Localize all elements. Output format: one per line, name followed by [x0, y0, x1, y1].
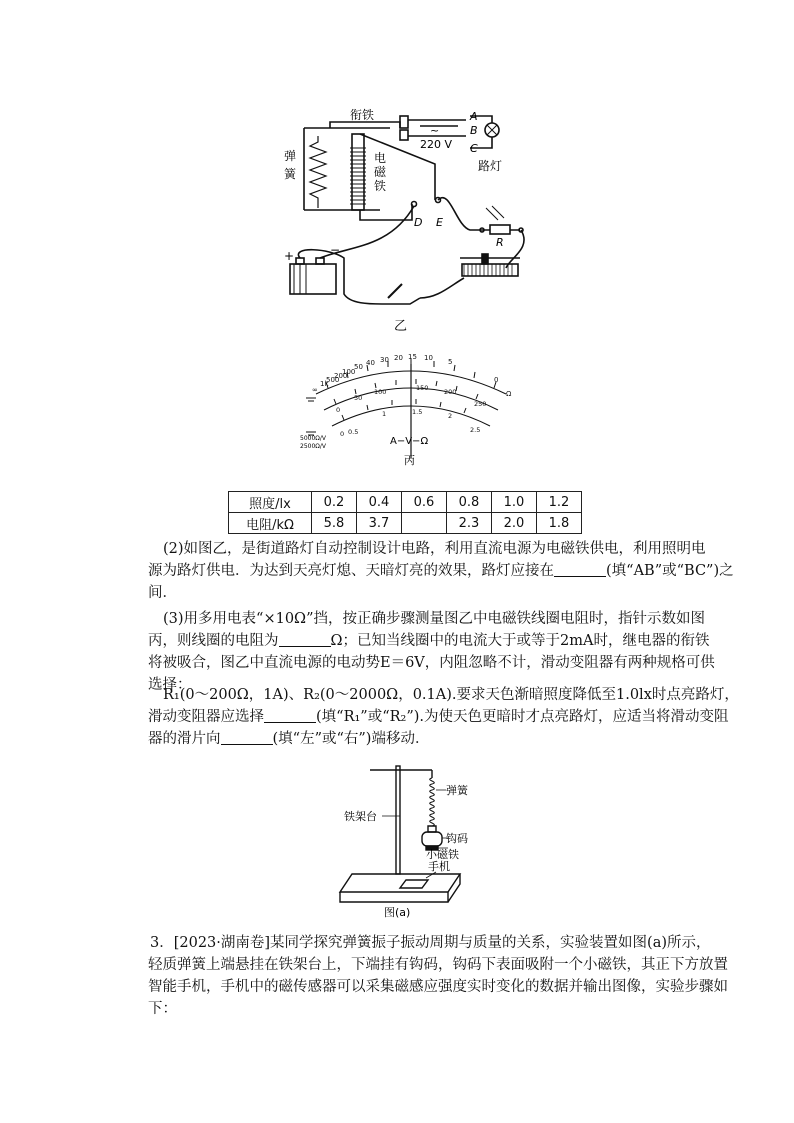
q2-line-3 [148, 582, 658, 604]
answer-blank-direction[interactable] [221, 730, 273, 745]
q3-text-6b: (填“R₁”或“R₂”).为使天色更暗时才点亮路灯，应适当将滑动变阻 [316, 709, 729, 725]
q3-text-6a: 滑动变阻器应选择 [148, 709, 264, 725]
q2-text-2b: (填“AB”或“BC”)之 [606, 563, 734, 579]
table-cell: 0.6 [402, 492, 447, 513]
q3-text-3: 将被吸合，图乙中直流电源的电动势E＝6V，内阻忽略不计，滑动变阻器有两种规格可供 [148, 655, 715, 671]
figure-yi-circuit [270, 108, 530, 338]
q2-text-2a: 源为路灯供电．为达到天亮灯熄、天暗灯亮的效果，路灯应接在 [148, 563, 554, 579]
q2-line-1 [163, 538, 706, 560]
q2-text-1: (2)如图乙，是街道路灯自动控制设计电路，利用直流电源为电磁铁供电，利用照明电 [163, 541, 706, 557]
q-next-line-3 [148, 976, 728, 998]
q3-line-2 [148, 630, 710, 652]
ohm-tick: 20 [394, 354, 403, 362]
plus-label: + [284, 249, 295, 263]
dc-tick: 150 [416, 384, 429, 392]
minus-label: − [330, 243, 341, 257]
tilde-label: ~ [430, 124, 440, 137]
terminal-e-label: E [436, 216, 443, 229]
table-cell: 0.2 [312, 492, 357, 513]
table-cell: 1.0 [492, 492, 537, 513]
answer-blank-rheostat[interactable] [264, 708, 316, 723]
spec-1: 5000Ω/V [300, 435, 326, 442]
q3-text-4: 选择： [148, 677, 192, 693]
table-header-resistance: 电阻/kΩ [229, 513, 312, 534]
answer-blank-resistance[interactable] [279, 632, 331, 647]
ohm-tick: 50 [354, 363, 363, 371]
q3-line-6 [148, 706, 729, 728]
armature-label: 衔铁 [350, 108, 375, 122]
table-cell: 2.3 [447, 513, 492, 534]
ac-tick: 0.5 [348, 428, 359, 436]
table-cell: 0.8 [447, 492, 492, 513]
table-cell: 2.0 [492, 513, 537, 534]
lamp-label: 路灯 [478, 159, 503, 173]
ac-tick: 1.5 [412, 408, 423, 416]
table-cell-empty [402, 513, 447, 534]
table-cell: 3.7 [357, 513, 402, 534]
ohm-tick: 40 [366, 359, 375, 367]
terminal-b-label: B [470, 124, 478, 137]
ohm-tick: 200 [334, 372, 348, 380]
figure-a-apparatus [330, 760, 470, 920]
dc-tick: 100 [374, 388, 387, 396]
terminal-a-label: A [470, 110, 478, 123]
stand-label: 铁架台 [344, 810, 377, 823]
magnet-label: 小磁铁 [426, 848, 459, 861]
ohm-tick: 500 [326, 376, 340, 384]
ohm-tick: 15 [408, 353, 417, 361]
q3-text-2a: 丙，则线圈的电阻为 [148, 633, 279, 649]
electromagnet-label-2: 磁 [374, 165, 387, 179]
ac-tick: 2.5 [470, 426, 481, 434]
ohm-tick: 30 [380, 356, 389, 364]
figure-a-caption: 图(a) [384, 906, 411, 919]
electromagnet-label-3: 铁 [374, 179, 387, 193]
ac-tick: 2 [448, 412, 453, 420]
q-next-text-3: 智能手机，手机中的磁传感器可以采集磁感应强度实时变化的数据并输出图像，实验步骤如 [148, 979, 728, 995]
dc-tick: 250 [474, 400, 487, 408]
resistor-label: R [496, 236, 504, 249]
illuminance-resistance-table [228, 491, 582, 534]
electromagnet-label-1: 电 [374, 151, 387, 165]
table-cell: 5.8 [312, 513, 357, 534]
omega-symbol: Ω [506, 390, 512, 398]
terminal-c-label: C [470, 142, 478, 155]
q2-line-2 [148, 560, 734, 582]
q-next-text-2: 轻质弹簧上端悬挂在铁架台上，下端挂有钩码，钩码下表面吸附一个小磁铁，其正下方放置 [148, 957, 728, 973]
ohm-scale [312, 353, 512, 398]
q-next-line-1 [150, 932, 711, 954]
q3-line-5b [163, 684, 739, 706]
dc-tick: 0 [336, 406, 341, 414]
q-next-line-2 [148, 954, 728, 976]
table-row [229, 513, 582, 534]
q3-text-7a: 器的滑片向 [148, 731, 221, 747]
table-row [229, 492, 582, 513]
spring-label-1: 弹 [284, 149, 297, 163]
q2-text-3: 间． [148, 585, 177, 601]
q3-text-5: R₁(0～200Ω，1A)、R₂(0～2000Ω，0.1A).要求天色渐暗照度降低至1.0lx时点亮路灯， [163, 687, 739, 703]
ohm-tick: ∞ [312, 386, 318, 394]
answer-blank-q2[interactable] [554, 562, 606, 577]
q3-line-1 [163, 608, 705, 630]
ohm-tick: 1k [320, 380, 329, 388]
q-next-text-1: 3．[2023·湖南卷]某同学探究弹簧振子振动周期与质量的关系，实验装置如图(a)所示， [150, 935, 711, 951]
dc-tick: 50 [354, 394, 363, 402]
table-cell: 1.2 [537, 492, 582, 513]
table-cell: 0.4 [357, 492, 402, 513]
q-next-text-4: 下： [148, 1001, 177, 1017]
dc-tick: 200 [444, 388, 457, 396]
ohm-tick: 10 [424, 354, 433, 362]
figure-bing-dial [298, 352, 524, 468]
figure-bing-caption: 丙 [404, 454, 415, 467]
ohm-tick: 5 [448, 358, 453, 366]
ac-tick: 1 [382, 410, 387, 418]
terminal-d-label: D [414, 216, 423, 229]
q-next-line-4 [148, 998, 658, 1020]
ohm-tick: 0 [494, 376, 499, 384]
ac-scale [340, 408, 480, 438]
q3-text-2b: Ω；已知当线圈中的电流大于或等于2mA时，继电器的衔铁 [330, 633, 710, 649]
ohm-tick: 100 [342, 368, 356, 376]
q3-text-7b: (填“左”或“右”)端移动． [272, 731, 430, 747]
table-cell: 1.8 [537, 513, 582, 534]
q3-text-1: (3)用多用电表“×10Ω”挡，按正确步骤测量图乙中电磁铁线圈电阻时，指针示数如图 [163, 611, 705, 627]
ac-tick: 0 [340, 430, 345, 438]
voltage-label: 220 V [420, 138, 453, 151]
spring-label: 弹簧 [446, 784, 468, 797]
q3-line-7 [148, 728, 658, 750]
figure-yi-caption: 乙 [394, 319, 408, 334]
spring-label-2: 簧 [284, 167, 297, 181]
spec-2: 2500Ω/V [300, 443, 326, 450]
table-header-illuminance: 照度/lx [229, 492, 312, 513]
dial-label: A−V−Ω [390, 436, 429, 447]
q3-line-3 [148, 652, 715, 674]
phone-label: 手机 [428, 860, 450, 873]
weight-label: 钩码 [446, 832, 468, 845]
